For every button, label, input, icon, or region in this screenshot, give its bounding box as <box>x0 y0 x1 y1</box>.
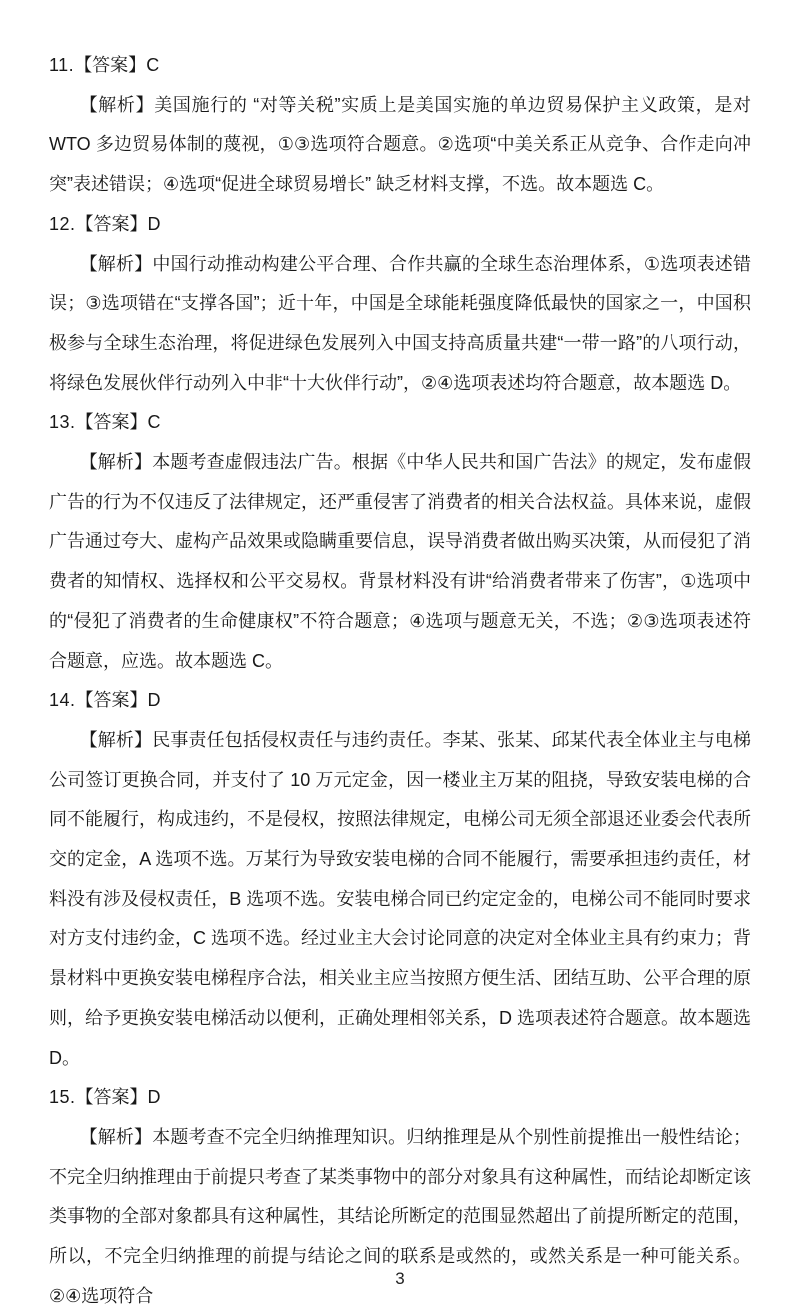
answer-value: C <box>146 55 160 75</box>
analysis-text: 本题考查不完全归纳推理知识。归纳推理是从个别性前提推出一般性结论；不完全归纳推理由于前提只考查了某类事物中的部分对象具有这种属性，而结论却断定该类事物的全部对象都具有这种属性，其结论所断定的范围显然超出了前提所断定的范围，所以，不完全归纳推理的前提与结论之间的联系是或然的，或然关系是一种可能关系。②④选项符合 <box>49 1126 752 1306</box>
analysis-paragraph-q11 <box>49 86 751 205</box>
answer-line-q13 <box>49 403 751 443</box>
answer-label: 【答案】 <box>75 412 148 433</box>
analysis-label: 【解析】 <box>79 729 153 750</box>
analysis-text: 民事责任包括侵权责任与违约责任。李某、张某、邱某代表全体业主与电梯公司签订更换合同，并支付了 10 万元定金，因一楼业主万某的阻挠，导致安装电梯的合同不能履行，构成违约，不是侵权，按照法律规定，电梯公司无须全部退还业委会代表所交的定金，A 选项不选。万某行为导致安装电梯的合同不能履行，需要承担违约责任，材料没有涉及侵权责任，B 选项不选。安装电梯合同已约定定金的，电梯公司不能同时要求对方支付违约金，C 选项不选。经过业主大会讨论同意的决定对全体业主具有约束力；背景材料中更换安装电梯程序合法，相关业主应当按照方便生活、团结互助、公平合理的原则，给予更换安装电梯活动以便利，正确处理相邻关系，D 选项表述符合题意。故本题选 D。 <box>49 729 752 1068</box>
analysis-label: 【解析】 <box>79 1126 153 1147</box>
answer-label: 【答案】 <box>75 690 148 711</box>
analysis-label: 【解析】 <box>79 94 155 115</box>
analysis-label: 【解析】 <box>79 452 153 473</box>
analysis-label: 【解析】 <box>79 253 153 274</box>
question-number: 13. <box>49 412 76 433</box>
analysis-text: 美国施行的 “对等关税”实质上是美国实施的单边贸易保护主义政策，是对 WTO 多边贸易体制的蔑视，①③选项符合题意。②选项“中美关系正从竞争、合作走向冲突”表述错误；④选项“促进全球贸易增长” 缺乏材料支撑，不选。故本题选 C。 <box>49 94 751 195</box>
analysis-paragraph-q13 <box>49 443 751 681</box>
analysis-paragraph-q12 <box>49 245 751 404</box>
page-number: 3 <box>395 1269 405 1288</box>
analysis-text: 本题考查虚假违法广告。根据《中华人民共和国广告法》的规定，发布虚假广告的行为不仅违反了法律规定，还严重侵害了消费者的相关合法权益。具体来说，虚假广告通过夸大、虚构产品效果或隐瞒重要信息，误导消费者做出购买决策，从而侵犯了消费者的知情权、选择权和公平交易权。背景材料没有讲“给消费者带来了伤害”，①选项中的“侵犯了消费者的生命健康权”不符合题意；④选项与题意无关，不选；②③选项表述符合题意，应选。故本题选 C。 <box>49 452 752 671</box>
question-number: 15. <box>49 1087 76 1108</box>
answer-line-q12 <box>49 205 751 245</box>
analysis-text: 中国行动推动构建公平合理、合作共赢的全球生态治理体系，①选项表述错误；③选项错在“支撑各国”；近十年，中国是全球能耗强度降低最快的国家之一，中国积极参与全球生态治理，将促进绿色发展列入中国支持高质量共建“一带一路”的八项行动，将绿色发展伙伴行动列入中非“十大伙伴行动”，②④选项表述均符合题意，故本题选 D。 <box>49 253 751 393</box>
answer-value: D <box>147 690 161 711</box>
answer-key-content <box>49 46 751 1313</box>
answer-label: 【答案】 <box>75 213 148 234</box>
answer-label: 【答案】 <box>74 55 147 75</box>
analysis-paragraph-q14 <box>49 721 751 1078</box>
answer-value: D <box>147 1087 161 1108</box>
question-number: 11. <box>49 55 75 75</box>
question-number: 12. <box>49 213 76 234</box>
answer-line-q11 <box>49 46 751 86</box>
answer-line-q15 <box>49 1078 751 1118</box>
answer-value: D <box>147 213 161 234</box>
answer-value: C <box>147 412 161 433</box>
answer-label: 【答案】 <box>75 1087 148 1108</box>
answer-line-q14 <box>49 681 751 721</box>
question-number: 14. <box>49 690 76 711</box>
